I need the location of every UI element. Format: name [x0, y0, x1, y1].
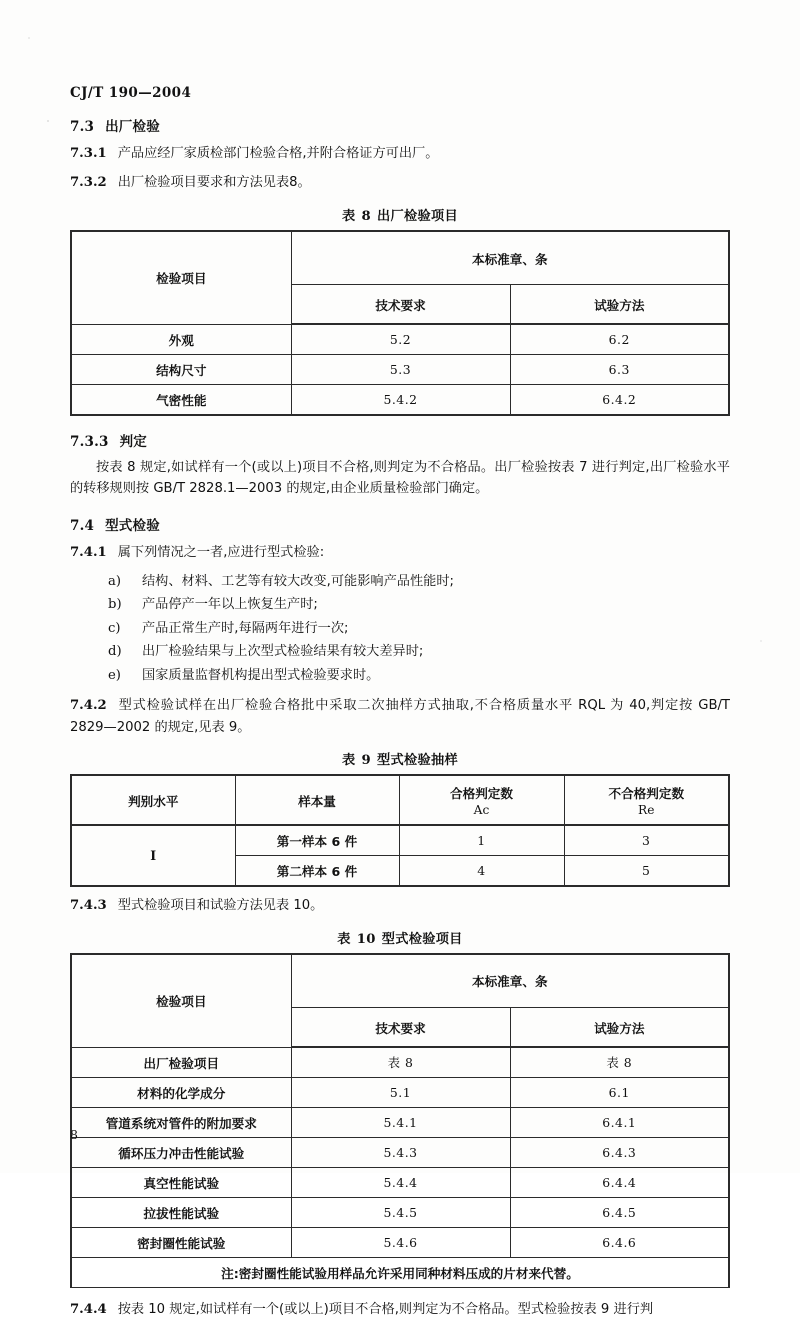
table-10-cell-method: 6.4.3	[510, 1137, 729, 1167]
clause-7-3-3-body: 按表 8 规定,如试样有一个(或以上)项目不合格,则判定为不合格品。出厂检验按表 7 进行判定,出厂检验水平的转移规则按 GB/T 2828.1—2003 的规定,由企业质量检验部门确定。	[70, 459, 730, 497]
clause-7-3-heading	[70, 115, 730, 135]
clause-7-3-title: 出厂检验	[105, 119, 160, 135]
clause-7-4-3	[70, 895, 730, 916]
table-10-cell-item: 真空性能试验	[71, 1167, 291, 1197]
table-9-header-ac	[399, 775, 564, 825]
table-8-label: 表	[342, 208, 356, 224]
list-item	[70, 617, 730, 641]
table-10-header-group: 本标准章、条	[291, 954, 729, 1008]
scan-speck	[28, 37, 30, 39]
table-10-number: 10	[356, 931, 376, 947]
table-10-cell-tech: 5.1	[291, 1077, 510, 1107]
table-8-header-tech: 技术要求	[291, 285, 510, 325]
table-row	[71, 1107, 729, 1137]
table-10-cell-item: 管道系统对管件的附加要求	[71, 1107, 291, 1137]
table-8	[70, 230, 730, 416]
clause-7-3-1-text: 产品应经厂家质检部门检验合格,并附合格证方可出厂。	[117, 146, 439, 161]
table-8-cell-method: 6.2	[510, 324, 729, 354]
list-item-marker: b)	[108, 597, 122, 613]
table-row	[71, 825, 729, 856]
clause-7-4-1-number: 7.4.1	[70, 544, 107, 560]
table-8-header-row	[71, 231, 729, 285]
list-item	[70, 570, 730, 594]
table-10-cell-method: 6.4.4	[510, 1167, 729, 1197]
page-number: 8	[70, 1127, 78, 1142]
table-8-title	[70, 205, 730, 224]
clause-7-3-3-title: 判定	[119, 433, 147, 450]
table-row	[71, 1137, 729, 1167]
clause-7-4-2-number: 7.4.2	[70, 698, 107, 714]
table-8-cell-tech: 5.2	[291, 324, 510, 354]
table-8-header-method: 试验方法	[510, 285, 729, 325]
list-item	[70, 593, 730, 617]
table-8-cell-item: 结构尺寸	[71, 354, 291, 384]
list-item-text: 国家质量监督机构提出型式检验要求时。	[142, 667, 380, 683]
table-10-cell-tech: 5.4.3	[291, 1137, 510, 1167]
list-item-marker: e)	[108, 667, 121, 683]
clause-7-3-number: 7.3	[70, 119, 95, 135]
table-9-header-re-sub: Re	[638, 803, 655, 818]
table-10-cell-tech: 表 8	[291, 1047, 510, 1077]
clause-7-4-heading	[70, 514, 730, 534]
table-9-cell-level: Ⅰ	[71, 825, 235, 886]
clause-7-4-1	[70, 542, 730, 563]
table-10-cell-method: 6.4.1	[510, 1107, 729, 1137]
scan-speck	[760, 640, 762, 642]
list-item-text: 出厂检验结果与上次型式检验结果有较大差异时;	[142, 644, 424, 660]
clause-7-4-3-number: 7.4.3	[70, 898, 107, 914]
clause-7-3-2-number: 7.3.2	[70, 175, 107, 191]
table-10	[70, 953, 730, 1288]
table-10-cell-item: 密封圈性能试验	[71, 1227, 291, 1257]
table-8-header-item: 检验项目	[71, 231, 291, 325]
table-9-cell-sample: 第一样本 6 件	[235, 825, 399, 856]
clause-7-4-4	[70, 1299, 730, 1320]
clause-7-4-2-text: 型式检验试样在出厂检验合格批中采取二次抽样方式抽取,不合格质量水平 RQL 为 40,判定按 GB/T 2829—2002 的规定,见表 9。	[70, 698, 730, 735]
clause-7-4-1-text: 属下列情况之一者,应进行型式检验:	[117, 544, 325, 560]
clause-7-4-3-text: 型式检验项目和试验方法见表 10。	[117, 898, 324, 914]
table-9-number: 9	[361, 753, 372, 769]
table-9-label: 表	[342, 753, 356, 769]
table-8-cell-method: 6.4.2	[510, 384, 729, 415]
table-8-cell-tech: 5.4.2	[291, 384, 510, 415]
table-9-header-re	[564, 775, 729, 825]
table-row	[71, 1047, 729, 1077]
table-row	[71, 1077, 729, 1107]
table-8-cell-item: 外观	[71, 324, 291, 354]
table-9-cell-re: 5	[564, 856, 729, 887]
table-9-header-row	[71, 775, 729, 825]
table-10-caption: 型式检验项目	[381, 931, 463, 947]
table-8-cell-item: 气密性能	[71, 384, 291, 415]
table-10-cell-method: 6.1	[510, 1077, 729, 1107]
table-9-cell-re: 3	[564, 825, 729, 856]
page-content	[70, 0, 730, 1320]
clause-7-3-1	[70, 143, 730, 164]
table-8-cell-tech: 5.3	[291, 354, 510, 384]
clause-7-3-3-number: 7.3.3	[70, 433, 109, 450]
table-10-cell-item: 材料的化学成分	[71, 1077, 291, 1107]
table-10-note-row	[71, 1257, 729, 1287]
list-item	[70, 664, 730, 688]
table-row	[71, 1197, 729, 1227]
table-10-cell-item: 拉拔性能试验	[71, 1197, 291, 1227]
table-10-cell-tech: 5.4.5	[291, 1197, 510, 1227]
table-9-cell-sample: 第二样本 6 件	[235, 856, 399, 887]
clause-7-3-2-text: 出厂检验项目要求和方法见表8。	[117, 175, 311, 191]
table-10-title	[70, 928, 730, 947]
table-8-header-group: 本标准章、条	[291, 231, 729, 285]
table-row	[71, 354, 729, 384]
table-8-cell-method: 6.3	[510, 354, 729, 384]
table-9-cell-ac: 4	[399, 856, 564, 887]
table-10-note: 注:密封圈性能试验用样品允许采用同种材料压成的片材来代替。	[71, 1257, 729, 1287]
clause-7-4-1-list	[70, 570, 730, 688]
list-item-marker: d)	[108, 644, 122, 660]
list-item	[70, 640, 730, 664]
list-item-text: 结构、材料、工艺等有较大改变,可能影响产品性能时;	[142, 573, 454, 589]
table-10-cell-method: 表 8	[510, 1047, 729, 1077]
table-row	[71, 324, 729, 354]
clause-7-4-number: 7.4	[70, 517, 95, 534]
table-10-header-row	[71, 954, 729, 1008]
table-10-cell-tech: 5.4.1	[291, 1107, 510, 1137]
list-item-marker: c)	[108, 620, 121, 636]
table-10-cell-method: 6.4.5	[510, 1197, 729, 1227]
table-9-header-ac-sub: Ac	[473, 803, 490, 818]
table-10-header-method: 试验方法	[510, 1008, 729, 1048]
table-row	[71, 384, 729, 415]
table-9-caption: 型式检验抽样	[377, 753, 458, 769]
table-8-number: 8	[361, 208, 372, 224]
table-9-header-level: 判别水平	[71, 775, 235, 825]
standard-code-header: CJ/T 190—2004	[70, 85, 192, 101]
list-item-marker: a)	[108, 573, 122, 589]
table-10-cell-tech: 5.4.4	[291, 1167, 510, 1197]
table-8-caption: 出厂检验项目	[377, 208, 458, 224]
table-row	[71, 1227, 729, 1257]
clause-7-4-title: 型式检验	[105, 517, 160, 534]
table-10-cell-method: 6.4.6	[510, 1227, 729, 1257]
clause-7-4-2	[70, 695, 730, 738]
table-10-header-item: 检验项目	[71, 954, 291, 1048]
clause-7-3-2	[70, 172, 730, 193]
list-item-text: 产品正常生产时,每隔两年进行一次;	[142, 620, 349, 636]
table-10-cell-tech: 5.4.6	[291, 1227, 510, 1257]
table-9-header-ac-main: 合格判定数	[450, 786, 513, 802]
list-item-text: 产品停产一年以上恢复生产时;	[142, 597, 318, 613]
table-10-header-tech: 技术要求	[291, 1008, 510, 1048]
clause-7-4-4-number: 7.4.4	[70, 1301, 107, 1317]
table-9-cell-ac: 1	[399, 825, 564, 856]
table-10-label: 表	[337, 931, 351, 947]
table-9-header-re-main: 不合格判定数	[608, 786, 685, 802]
clause-7-3-1-number: 7.3.1	[70, 146, 107, 161]
table-row	[71, 1167, 729, 1197]
table-10-cell-item: 循环压力冲击性能试验	[71, 1137, 291, 1167]
table-9-title	[70, 749, 730, 768]
table-10-cell-item: 出厂检验项目	[71, 1047, 291, 1077]
table-9	[70, 774, 730, 887]
scan-speck	[47, 120, 49, 122]
table-9-header-sample: 样本量	[235, 775, 399, 825]
clause-7-3-3-heading	[70, 430, 730, 450]
clause-7-4-4-text: 按表 10 规定,如试样有一个(或以上)项目不合格,则判定为不合格品。型式检验按表 9 进行判	[117, 1301, 654, 1317]
